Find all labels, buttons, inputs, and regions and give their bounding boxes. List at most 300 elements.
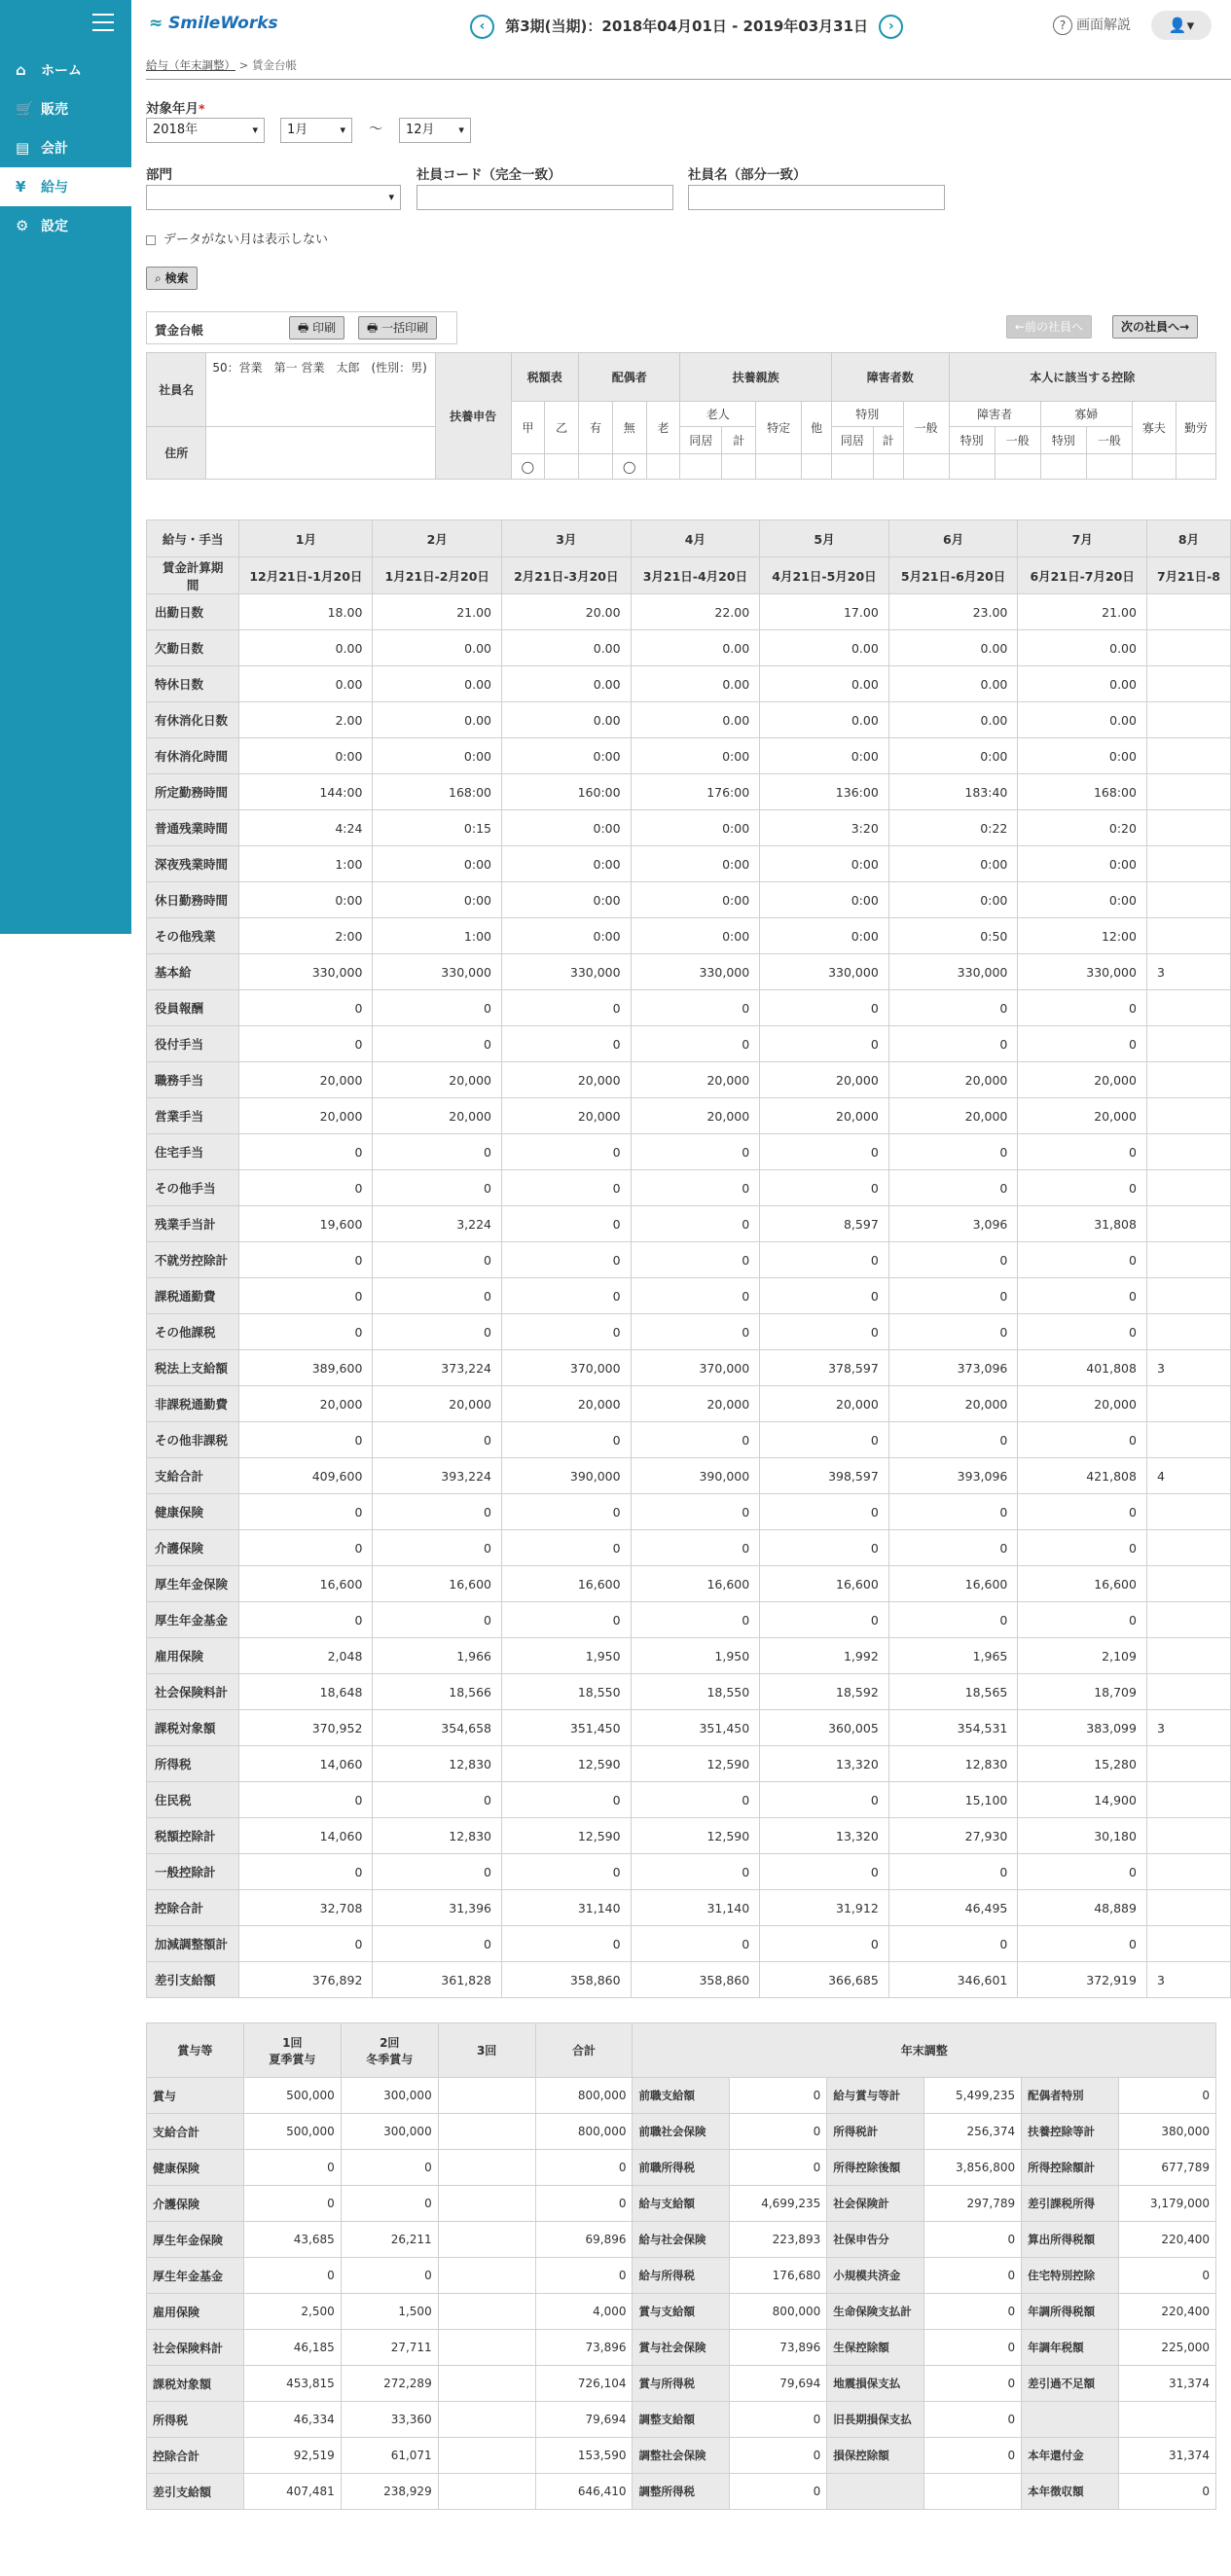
value-cell: 0:00 [502, 846, 632, 882]
row-label: 課税通勤費 [147, 1278, 239, 1314]
sidebar-item-label: 設定 [41, 219, 68, 234]
value-cell: 168:00 [1018, 774, 1147, 810]
value-cell: 0 [239, 1530, 373, 1566]
table-row [147, 954, 1231, 990]
value-cell: 20,000 [760, 1062, 889, 1098]
value-cell: 20,000 [760, 1098, 889, 1134]
table-row [147, 2186, 1216, 2222]
value-cell: 0 [535, 2258, 633, 2294]
value-cell [1146, 1530, 1230, 1566]
yearend-value: 0 [730, 2114, 827, 2150]
employee-name-input[interactable] [688, 185, 945, 210]
breadcrumb-current: 賃金台帳 [251, 58, 297, 72]
value-cell: 0 [373, 1170, 502, 1206]
table-row [147, 630, 1231, 666]
value-cell: 27,711 [341, 2330, 438, 2366]
value-cell: 0 [888, 1170, 1018, 1206]
table-row [147, 882, 1231, 918]
yearend-value: 0 [1118, 2258, 1215, 2294]
value-cell: 20,000 [373, 1386, 502, 1422]
value-cell: 398,597 [760, 1458, 889, 1494]
dept-select[interactable] [146, 185, 401, 210]
yearend-label: 地震損保支払 [827, 2366, 924, 2402]
value-cell: 26,211 [341, 2222, 438, 2258]
table-row [147, 1278, 1231, 1314]
row-label: 課税対象額 [147, 2366, 244, 2402]
value-cell: 0:00 [239, 882, 373, 918]
month-to-select[interactable]: 12月 ▾ [399, 118, 471, 143]
row-label: 社会保険料計 [147, 1674, 239, 1710]
value-cell: 361,828 [373, 1962, 502, 1998]
value-cell: 0 [888, 1422, 1018, 1458]
yearend-value: 0 [730, 2474, 827, 2510]
row-label: 不就労控除計 [147, 1242, 239, 1278]
value-cell: 12,830 [373, 1746, 502, 1782]
sidebar-item-3[interactable] [0, 167, 131, 206]
value-cell: 1,992 [760, 1638, 889, 1674]
value-cell: 0.00 [502, 666, 632, 702]
value-cell: 370,952 [239, 1710, 373, 1746]
value-cell: 401,808 [1018, 1350, 1147, 1386]
value-cell: 0:00 [631, 882, 760, 918]
yearend-value: 0 [730, 2438, 827, 2474]
row-label: 特休日数 [147, 666, 239, 702]
row-label: 厚生年金保険 [147, 1566, 239, 1602]
value-cell: 0:00 [631, 738, 760, 774]
value-cell: 376,892 [239, 1962, 373, 1998]
value-cell: 0 [760, 1170, 889, 1206]
month-header: 6月 [888, 520, 1018, 557]
value-cell: 17.00 [760, 594, 889, 630]
value-cell: 0 [502, 1170, 632, 1206]
yearend-value: 220,400 [1118, 2222, 1215, 2258]
value-cell: 0 [502, 1494, 632, 1530]
value-cell: 0:00 [373, 882, 502, 918]
value-cell: 0 [888, 1926, 1018, 1962]
value-cell: 0 [1018, 1134, 1147, 1170]
value-cell: 0 [631, 1530, 760, 1566]
table-row [147, 918, 1231, 954]
value-cell: 14,060 [239, 1818, 373, 1854]
value-cell: 0:15 [373, 810, 502, 846]
value-cell: 20,000 [888, 1386, 1018, 1422]
value-cell: 31,808 [1018, 1206, 1147, 1242]
help-link[interactable]: ? 画面解説 [1053, 15, 1131, 35]
table-row [147, 1638, 1231, 1674]
value-cell: 0 [888, 1278, 1018, 1314]
value-cell: 20,000 [631, 1098, 760, 1134]
value-cell [1146, 1242, 1230, 1278]
row-label: 所定勤務時間 [147, 774, 239, 810]
yearend-value: 225,000 [1118, 2330, 1215, 2366]
value-cell: 20,000 [760, 1386, 889, 1422]
value-cell: 0 [1018, 990, 1147, 1026]
value-cell: 358,860 [502, 1962, 632, 1998]
yearend-label [1022, 2402, 1119, 2438]
value-cell: 2,500 [243, 2294, 341, 2330]
yearend-label: 調整社会保険 [633, 2438, 730, 2474]
value-cell: 14,900 [1018, 1782, 1147, 1818]
value-cell: 330,000 [631, 954, 760, 990]
value-cell: 0:00 [502, 882, 632, 918]
value-cell: 0.00 [373, 666, 502, 702]
next-period-icon[interactable]: › [879, 15, 903, 39]
value-cell [438, 2114, 535, 2150]
value-cell: 3 [1146, 1350, 1230, 1386]
table-row [147, 1170, 1231, 1206]
value-cell: 358,860 [631, 1962, 760, 1998]
table-row [147, 1458, 1231, 1494]
yearend-value: 297,789 [924, 2186, 1022, 2222]
row-label: 残業手当計 [147, 1206, 239, 1242]
value-cell: 0:00 [502, 738, 632, 774]
value-cell: 0 [760, 1494, 889, 1530]
value-cell [1146, 1854, 1230, 1890]
value-cell: 46,185 [243, 2330, 341, 2366]
value-cell: 12:00 [1018, 918, 1147, 954]
value-cell: 12,590 [631, 1818, 760, 1854]
yearend-value: 31,374 [1118, 2438, 1215, 2474]
value-cell: 21.00 [1018, 594, 1147, 630]
table-row [147, 1026, 1231, 1062]
sidebar-item-1[interactable] [0, 89, 131, 128]
value-cell: 12,590 [502, 1818, 632, 1854]
value-cell: 0 [888, 1530, 1018, 1566]
month-header: 8月 [1146, 520, 1230, 557]
table-row [147, 2366, 1216, 2402]
yearend-value: 256,374 [924, 2114, 1022, 2150]
sidebar-item-2[interactable] [0, 128, 131, 167]
value-cell: 0 [373, 1134, 502, 1170]
sidebar [0, 0, 131, 934]
value-cell: 0:00 [373, 738, 502, 774]
value-cell: 0.00 [760, 702, 889, 738]
period-cell: 4月21日-5月20日 [760, 557, 889, 594]
logo[interactable]: ≈ SmileWorks [149, 14, 278, 33]
bonus-col-header: 3回 [438, 2023, 535, 2078]
yearend-value: 0 [730, 2150, 827, 2186]
value-cell [1146, 1782, 1230, 1818]
row-label: 控除合計 [147, 1890, 239, 1926]
table-row [147, 1782, 1231, 1818]
value-cell: 407,481 [243, 2474, 341, 2510]
value-cell: 0 [631, 990, 760, 1026]
period-cell: 7月21日-8 [1146, 557, 1230, 594]
value-cell: 800,000 [535, 2078, 633, 2114]
value-cell: 0 [631, 1314, 760, 1350]
yearend-label: 算出所得税額 [1022, 2222, 1119, 2258]
value-cell: 0 [888, 1854, 1018, 1890]
row-label: 税法上支給額 [147, 1350, 239, 1386]
value-cell: 0 [760, 1278, 889, 1314]
value-cell [438, 2474, 535, 2510]
value-cell: 0 [1018, 1422, 1147, 1458]
code-label: 社員コード（完全一致） [416, 167, 561, 183]
yearend-value: 79,694 [730, 2366, 827, 2402]
table-row [147, 1242, 1231, 1278]
row-label: 役付手当 [147, 1026, 239, 1062]
value-cell [1146, 1746, 1230, 1782]
value-cell: 21.00 [373, 594, 502, 630]
yearend-value: 3,179,000 [1118, 2186, 1215, 2222]
month-header: 1月 [239, 520, 373, 557]
yearend-value: 3,856,800 [924, 2150, 1022, 2186]
value-cell [1146, 630, 1230, 666]
value-cell: 33,360 [341, 2402, 438, 2438]
row-label: 差引支給額 [147, 2474, 244, 2510]
month-from-select[interactable]: 1月 ▾ [280, 118, 352, 143]
value-cell: 0.00 [1018, 666, 1147, 702]
value-cell: 20,000 [239, 1062, 373, 1098]
value-cell: 0.00 [631, 630, 760, 666]
print-button[interactable]: 🖶 印刷 [289, 316, 344, 340]
prev-employee-button[interactable]: ←前の社員へ [1006, 315, 1092, 339]
value-cell: 238,929 [341, 2474, 438, 2510]
value-cell: 0:00 [239, 738, 373, 774]
value-cell: 330,000 [502, 954, 632, 990]
value-cell: 453,815 [243, 2366, 341, 2402]
bonus-header-row: 賞与等 1回 夏季賞与 2回 冬季賞与 3回 合計 年末調整 [147, 2023, 1216, 2078]
yearend-label: 損保控除額 [827, 2438, 924, 2474]
period-text: 第3期(当期)：2018年04月01日 - 2019年03月31日 [505, 18, 869, 35]
value-cell: 0 [373, 1782, 502, 1818]
period-selector [470, 14, 903, 39]
value-cell: 79,694 [535, 2402, 633, 2438]
value-cell: 351,450 [631, 1710, 760, 1746]
value-cell: 0.00 [631, 666, 760, 702]
user-menu[interactable]: 👤▾ [1151, 11, 1212, 40]
table-row [147, 2330, 1216, 2366]
value-cell: 31,912 [760, 1890, 889, 1926]
value-cell: 0 [502, 1314, 632, 1350]
yearend-label: 調整支給額 [633, 2402, 730, 2438]
value-cell: 12,590 [631, 1746, 760, 1782]
value-cell: 168:00 [373, 774, 502, 810]
row-label: その他非課税 [147, 1422, 239, 1458]
table-row [147, 1818, 1231, 1854]
sidebar-item-4[interactable] [0, 206, 131, 245]
value-cell: 43,685 [243, 2222, 341, 2258]
yearend-label: 生保控除額 [827, 2330, 924, 2366]
value-cell: 0.00 [760, 666, 889, 702]
value-cell: 0.00 [373, 630, 502, 666]
row-label: その他課税 [147, 1314, 239, 1350]
value-cell: 0 [373, 990, 502, 1026]
table-row [147, 810, 1231, 846]
value-cell: 18,565 [888, 1674, 1018, 1710]
prev-period-icon[interactable]: ‹ [470, 15, 494, 39]
value-cell: 0 [760, 1782, 889, 1818]
yearend-label: 旧長期損保支払 [827, 2402, 924, 2438]
value-cell: 32,708 [239, 1890, 373, 1926]
target-period-label: 対象年月* [146, 101, 205, 117]
value-cell: 20,000 [502, 1062, 632, 1098]
value-cell: 0 [502, 1602, 632, 1638]
period-cell: 2月21日-3月20日 [502, 557, 632, 594]
help-icon: ? [1053, 16, 1072, 35]
value-cell [1146, 702, 1230, 738]
value-cell: 330,000 [760, 954, 889, 990]
value-cell: 0 [373, 1242, 502, 1278]
value-cell: 1,950 [502, 1638, 632, 1674]
table-row [147, 1530, 1231, 1566]
value-cell: 1:00 [239, 846, 373, 882]
value-cell: 0 [888, 1314, 1018, 1350]
value-cell: 0 [760, 1854, 889, 1890]
value-cell: 1,500 [341, 2294, 438, 2330]
value-cell: 20,000 [631, 1062, 760, 1098]
value-cell: 354,658 [373, 1710, 502, 1746]
value-cell: 0:00 [760, 918, 889, 954]
value-cell: 354,531 [888, 1710, 1018, 1746]
value-cell: 0 [1018, 1314, 1147, 1350]
bulk-print-button[interactable]: 🖶 一括印刷 [358, 316, 437, 340]
year-select[interactable]: 2018年 ▾ [146, 118, 265, 143]
value-cell: 0:00 [888, 882, 1018, 918]
value-cell: 0 [631, 1242, 760, 1278]
menu-icon[interactable] [92, 14, 114, 31]
value-cell: 0:00 [1018, 738, 1147, 774]
yearend-value: 4,699,235 [730, 2186, 827, 2222]
yearend-label: 差引課税所得 [1022, 2186, 1119, 2222]
yearend-value: 0 [924, 2294, 1022, 2330]
value-cell: 0 [631, 1782, 760, 1818]
value-cell: 1,950 [631, 1638, 760, 1674]
value-cell: 0 [760, 1422, 889, 1458]
yearend-label: 給与所得税 [633, 2258, 730, 2294]
value-cell: 0:00 [760, 846, 889, 882]
value-cell: 0 [888, 1026, 1018, 1062]
value-cell: 20,000 [373, 1098, 502, 1134]
hide-empty-checkbox[interactable] [146, 235, 156, 245]
value-cell: 393,224 [373, 1458, 502, 1494]
value-cell: 0 [243, 2186, 341, 2222]
row-label: 社会保険料計 [147, 2330, 244, 2366]
yearend-value: 220,400 [1118, 2294, 1215, 2330]
value-cell: 0:00 [1018, 882, 1147, 918]
value-cell [1146, 1026, 1230, 1062]
value-cell: 0 [888, 1494, 1018, 1530]
row-label: 雇用保険 [147, 1638, 239, 1674]
value-cell: 646,410 [535, 2474, 633, 2510]
ledger-icon: ▤ [16, 139, 30, 157]
value-cell: 0 [239, 1134, 373, 1170]
row-label: 介護保険 [147, 2186, 244, 2222]
employee-code-input[interactable] [416, 185, 673, 210]
row-label: 非課税通勤費 [147, 1386, 239, 1422]
row-label: その他残業 [147, 918, 239, 954]
value-cell: 4 [1146, 1458, 1230, 1494]
yearend-value: 0 [924, 2330, 1022, 2366]
value-cell: 16,600 [1018, 1566, 1147, 1602]
yearend-value: 5,499,235 [924, 2078, 1022, 2114]
value-cell: 1,965 [888, 1638, 1018, 1674]
breadcrumb: 給与（年末調整） > 賃金台帳 [146, 51, 1231, 80]
home-icon: ⌂ [16, 61, 26, 79]
next-employee-button[interactable]: 次の社員へ→ [1112, 315, 1198, 339]
value-cell: 0 [239, 1494, 373, 1530]
yearend-value: 73,896 [730, 2330, 827, 2366]
value-cell: 0.00 [888, 630, 1018, 666]
value-cell: 2.00 [239, 702, 373, 738]
yearend-value: 0 [924, 2402, 1022, 2438]
value-cell [438, 2078, 535, 2114]
value-cell: 0 [760, 1926, 889, 1962]
value-cell: 0 [243, 2150, 341, 2186]
yearend-label: 前職所得税 [633, 2150, 730, 2186]
value-cell: 0 [631, 1134, 760, 1170]
value-cell: 0 [888, 1242, 1018, 1278]
value-cell: 0 [631, 1206, 760, 1242]
value-cell: 0 [239, 1422, 373, 1458]
sidebar-item-0[interactable] [0, 51, 131, 89]
row-label: 控除合計 [147, 2438, 244, 2474]
value-cell: 0 [1018, 1854, 1147, 1890]
table-row [147, 2222, 1216, 2258]
value-cell: 370,000 [502, 1350, 632, 1386]
yearend-label: 年調年税額 [1022, 2330, 1119, 2366]
yearend-value: 0 [924, 2366, 1022, 2402]
value-cell: 12,830 [373, 1818, 502, 1854]
value-cell: 0.00 [239, 666, 373, 702]
value-cell: 272,289 [341, 2366, 438, 2402]
value-cell: 0 [760, 1026, 889, 1062]
value-cell: 0 [373, 1314, 502, 1350]
sidebar-item-label: 給与 [41, 180, 68, 196]
value-cell: 16,600 [760, 1566, 889, 1602]
value-cell: 0 [1018, 1026, 1147, 1062]
breadcrumb-parent[interactable]: 給与（年末調整） [146, 58, 235, 72]
value-cell: 2:00 [239, 918, 373, 954]
gear-icon: ⚙ [16, 217, 29, 234]
value-cell: 0 [760, 1314, 889, 1350]
value-cell [1146, 738, 1230, 774]
search-button[interactable]: ⌕ 検索 [146, 267, 198, 290]
row-label: 基本給 [147, 954, 239, 990]
value-cell: 360,005 [760, 1710, 889, 1746]
value-cell: 61,071 [341, 2438, 438, 2474]
period-cell: 12月21日-1月20日 [239, 557, 373, 594]
value-cell: 0 [239, 1926, 373, 1962]
value-cell: 0.00 [631, 702, 760, 738]
value-cell: 2,109 [1018, 1638, 1147, 1674]
yearend-label: 本年還付金 [1022, 2438, 1119, 2474]
yearend-value: 677,789 [1118, 2150, 1215, 2186]
value-cell: 18,709 [1018, 1674, 1147, 1710]
value-cell: 500,000 [243, 2078, 341, 2114]
value-cell: 0 [888, 1134, 1018, 1170]
yearend-label: 給与賞与等計 [827, 2078, 924, 2114]
value-cell: 0.00 [502, 630, 632, 666]
value-cell: 0 [1018, 1602, 1147, 1638]
value-cell [1146, 1134, 1230, 1170]
value-cell: 20,000 [502, 1098, 632, 1134]
yearend-value: 0 [730, 2402, 827, 2438]
value-cell [438, 2438, 535, 2474]
value-cell: 0 [1018, 1530, 1147, 1566]
table-row [147, 2438, 1216, 2474]
yearend-value: 800,000 [730, 2294, 827, 2330]
value-cell: 0 [1018, 1170, 1147, 1206]
table-row [147, 1854, 1231, 1890]
value-cell: 144:00 [239, 774, 373, 810]
value-cell: 160:00 [502, 774, 632, 810]
value-cell [438, 2150, 535, 2186]
value-cell: 0 [631, 1026, 760, 1062]
value-cell: 18,566 [373, 1674, 502, 1710]
row-label: その他手当 [147, 1170, 239, 1206]
value-cell: 0 [341, 2186, 438, 2222]
